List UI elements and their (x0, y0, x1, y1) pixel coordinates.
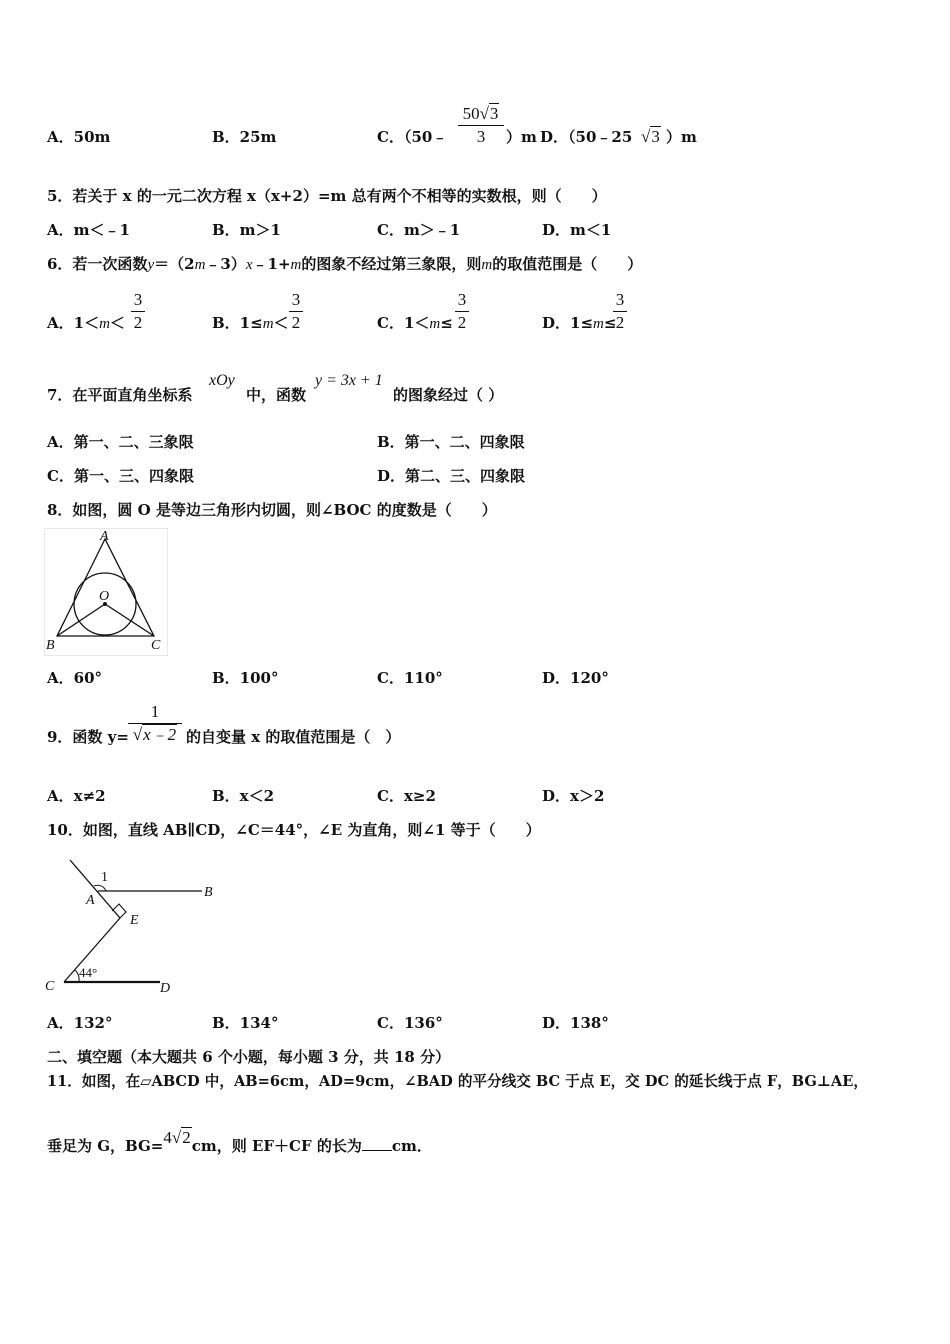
q10-stem: 10．如图，直线 AB∥CD，∠C＝44°，∠E 为直角，则∠1 等于（ ） (47, 821, 541, 839)
label-e: E (130, 913, 139, 928)
label-c: C (45, 979, 55, 994)
q7-option-b: B．第一、二、四象限 (377, 433, 525, 451)
q9-option-c: C．x≥2 (377, 787, 436, 805)
q5-option-b: B．m＞1 (212, 221, 281, 239)
label-angle-44: 44° (79, 965, 98, 980)
q5-stem: 5．若关于 x 的一元二次方程 x（x+2）=m 总有两个不相等的实数根，则（ ） (47, 187, 607, 205)
q4-option-c-suffix: ）m (506, 128, 537, 146)
label-a: A (86, 893, 95, 908)
q9-stem-part1: 9．函数 y= (47, 728, 129, 746)
q8-option-b: B．100° (212, 669, 279, 687)
label-o: O (99, 589, 110, 604)
bg-value: 4√2 (163, 1128, 191, 1147)
q7-function-expression: y = 3x + 1 (315, 372, 383, 389)
q4-option-a: A．50m (47, 128, 111, 146)
q7-xoy-symbol: xOy (209, 372, 235, 389)
q5-option-d: D．m＜1 (542, 221, 612, 239)
equilateral-triangle (57, 539, 154, 636)
q7-option-c: C．第一、三、四象限 (47, 467, 194, 485)
q6-option-b-fraction: 3 2 (289, 290, 303, 333)
q11-stem-line1: 11．如图，在▱ABCD 中，AB=6cm，AD=9cm，∠BAD 的平分线交 BC 于点 E，交 DC 的延长线于点 F，BG⊥AE， (47, 1073, 868, 1090)
q7-option-d: D．第二、三、四象限 (377, 467, 526, 485)
q4-option-d-radical: √3 (641, 127, 660, 146)
q4-option-b: B．25m (212, 128, 277, 146)
q4-option-d-prefix: D．（50﹣25 (540, 128, 633, 146)
q10-option-d: D．138° (542, 1014, 609, 1032)
q6-option-a-fraction: 3 2 (131, 290, 145, 333)
label-b: B (204, 885, 213, 900)
q5-option-c: C．m＞﹣1 (377, 221, 461, 239)
q7-stem-part1: 7．在平面直角坐标系 (47, 386, 193, 404)
line-extension (70, 860, 120, 918)
answer-blank (362, 1136, 392, 1151)
q8-option-c: C．110° (377, 669, 443, 687)
q10-option-c: C．136° (377, 1014, 443, 1032)
label-a: A (100, 529, 109, 544)
q9-option-b: B．x＜2 (212, 787, 275, 805)
q10-figure-parallel-lines (42, 852, 222, 998)
q6-option-d-fraction: 3 2 (613, 290, 627, 333)
q9-stem-part2: 的自变量 x 的取值范围是（ ） (186, 728, 401, 746)
q7-stem-part2: 中，函数 (246, 386, 307, 404)
q10-option-b: B．134° (212, 1014, 279, 1032)
q8-option-d: D．120° (542, 669, 609, 687)
q4-option-c-prefix: C．（50﹣ (377, 128, 448, 146)
fraction-numerator: 1 (150, 702, 160, 721)
q10-option-a: A．132° (47, 1014, 113, 1032)
q7-stem-part3: 的图象经过（ ） (393, 386, 504, 404)
label-b: B (46, 638, 55, 653)
fraction-denominator: √x﹣2 (132, 725, 177, 744)
label-1: 1 (101, 870, 108, 885)
q8-stem: 8．如图，圆 O 是等边三角形内切圆，则∠BOC 的度数是（ ） (47, 501, 497, 519)
q4-option-d-suffix: ）m (666, 128, 697, 146)
q5-option-a: A．m＜﹣1 (47, 221, 130, 239)
label-d: D (160, 981, 171, 996)
q7-option-a: A．第一、二、三象限 (47, 433, 194, 451)
q4-option-c-fraction (458, 104, 504, 147)
section-title-fill-in: 二、填空题（本大题共 6 个小题，每小题 3 分，共 18 分） (47, 1048, 451, 1066)
fraction-numerator: 50√3 (462, 104, 499, 123)
q6-option-c-fraction: 3 2 (455, 290, 469, 333)
q9-option-d: D．x＞2 (542, 787, 605, 805)
q9-fraction (128, 702, 182, 745)
q11-stem-line2: 垂足为 G，BG=4√2cm，则 EF＋CF 的长为 cm． (47, 1128, 432, 1155)
q9-option-a: A．x≠2 (47, 787, 106, 805)
label-c: C (151, 638, 161, 653)
q6-stem: 6．若一次函数y＝（2m﹣3）x﹣1+m的图象不经过第三象限，则m的取值范围是（ ） (47, 255, 643, 273)
q8-option-a: A．60° (47, 669, 103, 687)
q8-figure-incircle-triangle (44, 528, 168, 656)
fraction-denominator: 3 (476, 127, 486, 146)
